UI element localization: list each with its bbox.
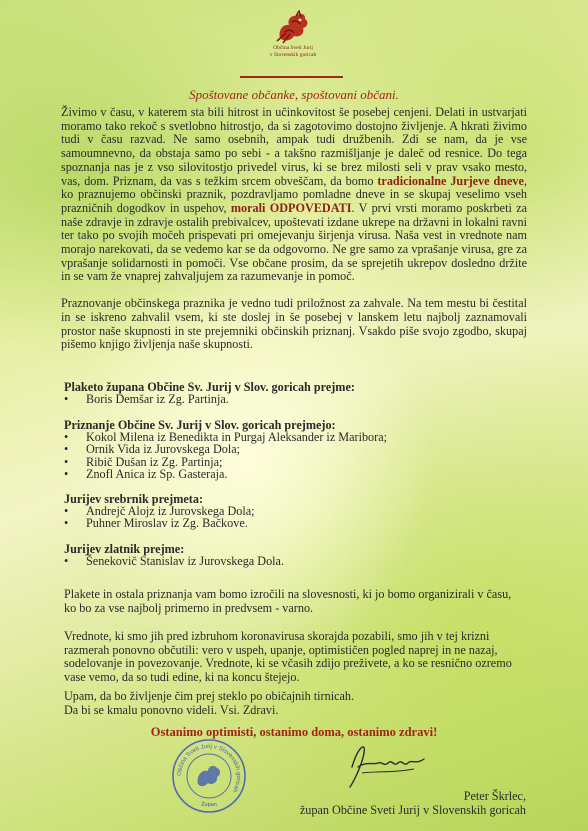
signature-block (300, 790, 526, 817)
municipality-logo (263, 10, 323, 58)
closing-line: Upam, da bo življenje čim prej steklo po običajnih tirnicah. (64, 689, 355, 703)
header-divider (240, 76, 343, 78)
award-recipient: • Šenekovič Stanislav iz Jurovskega Dola. (64, 555, 504, 567)
motto: Ostanimo optimisti, ostanimo doma, ostanimo zdravi! (150, 725, 438, 739)
intro-p1-part-d: . V prvi vrsti moramo poskrbeti za naše zdravje in zdravje ostalih prebivalcev, upoštevati izdane ukrepe na državni in lokalni ravni ter tako po svojih močeh prispevati pri omejevanju širjenja virusa. Naša vest in vrednote nam morajo narekovati, da se vedemo kar se da odgovorno. Ne gre samo za vprašanje virusa, gre za vprašanje solidarnosti in pomoči. Vse občane prosim, da se sprejetih ukrepov dosledno držite in se vam že vnaprej zahvaljujem za razumevanje in pomoč. (61, 200, 528, 284)
intro-p1-part-a: Živimo v času, v katerem sta bili hitrost in učinkovitost še posebej cenjeni. Delati in ustvarjati moramo tako rekoč s svetlobno hitrostjo, da si zagotovimo dostojno življenje. A hkrati živimo tudi v času razvad. Ne samo osebnih, ampak tudi družbenih. Zdi se nam, da je vse samoumnevno, da obstaja samo po sebi - a takšno razmišljanje je daleč od resnice. Do tega spoznanja nas je z vso silovitostjo privedel virus, ki se brez milosti seli v prav vsako mesto, vas, dom. Priznam, da vas s težkim srcem obveščam, da bomo (61, 105, 527, 188)
logo-text-line-1: Občina Sveti Jurij (273, 45, 313, 51)
handwritten-signature (344, 737, 434, 789)
intro-p1-bold-2: morali ODPOVEDATI (230, 200, 352, 215)
logo-text-line-2: v Slovenskih goricah (269, 51, 317, 58)
award-recipient: • Ribič Dušan iz Zg. Partinja; (64, 456, 504, 468)
award-recipient: • Znofl Anica iz Sp. Gasteraja. (64, 468, 504, 480)
intro-text (61, 106, 527, 352)
dragon-crest-icon (274, 10, 312, 44)
award-section-silver-coin (64, 493, 504, 530)
award-recipient: • Puhner Miroslav iz Zg. Bačkove. (64, 517, 504, 529)
award-recipient: • Ornik Vida iz Jurovskega Dola; (64, 443, 504, 455)
award-section-gold-coin (64, 543, 504, 567)
closing-paragraph-3 (64, 690, 526, 717)
award-recipient: • Kokol Milena iz Benedikta in Purgaj Aleksander iz Maribora; (64, 431, 504, 443)
award-title: Jurijev zlatnik prejme: (64, 542, 185, 556)
award-title: Jurijev srebrnik prejmeta: (64, 492, 204, 506)
greeting: Spoštovane občanke, spoštovani občani. (189, 87, 399, 102)
closing-paragraph-1: Plakete in ostala priznanja vam bomo izročili na slovesnosti, ki jo bomo organizirali v času, ko bo za vse najbolj primerno in predvsem - varno. (64, 587, 512, 615)
official-stamp-icon (171, 738, 247, 814)
intro-p1-bold-1: tradicionalne Jurjeve dneve (377, 173, 524, 188)
closing-line: Da bi se kmalu ponovno videli. Vsi. Zdravi. (64, 702, 279, 717)
signer-title: župan Občine Sveti Jurij v Slovenskih goricah (299, 802, 526, 817)
signer-name: Peter Škrlec, (463, 789, 526, 803)
stamp-ring-text: Občina Sveti Jurij v Slovenskih goricah (176, 743, 242, 793)
award-recipient: • Andrejč Alojz iz Jurovskega Dola; (64, 505, 504, 517)
award-title: Plaketo župana Občine Sv. Jurij v Slov. goricah prejme: (64, 380, 355, 394)
closing-paragraph-2: Vrednote, ki smo jih pred izbruhom koronavirusa skorajda pozabili, smo jih v tej krizni razmerah ponovno občutili: vero v uspeh, upanje, optimističen pogled naprej in ne nazaj, sodelovanje in povezovanje. Vrednote, ki se včasih zdijo preživete, a ko se resnično ozremo vase vemo, da so tudi edine, ki na koncu štejejo. (64, 629, 512, 685)
award-recipient: • Boris Demšar iz Zg. Partinja. (64, 393, 504, 405)
intro-paragraph-2: Praznovanje občinskega praznika je vedno tudi priložnost za zahvale. Na tem mestu bi čestital in se iskreno zahvalil vsem, ki ste doslej in še posebej v lanskem letu najbolj zaznamovali prostor naše skupnosti in ste prejemniki občinskih priznanj. Vsakdo piše svojo zgodbo, skupaj pišemo knjigo življenja naše skupnosti. (61, 296, 527, 352)
award-section-plaque (64, 381, 504, 405)
award-title: Priznanje Občine Sv. Jurij v Slov. goricah prejmejo: (64, 418, 336, 432)
intro-p1-part-c: , ko praznujemo občinski praznik, pozdravljamo pomladne dneve in se skupaj veselimo vseh prazničnih dogodkov in uspehov, (61, 173, 527, 215)
stamp-label: Župan (201, 802, 217, 808)
intro-paragraph-1 (61, 106, 527, 284)
award-section-recognition (64, 419, 504, 480)
